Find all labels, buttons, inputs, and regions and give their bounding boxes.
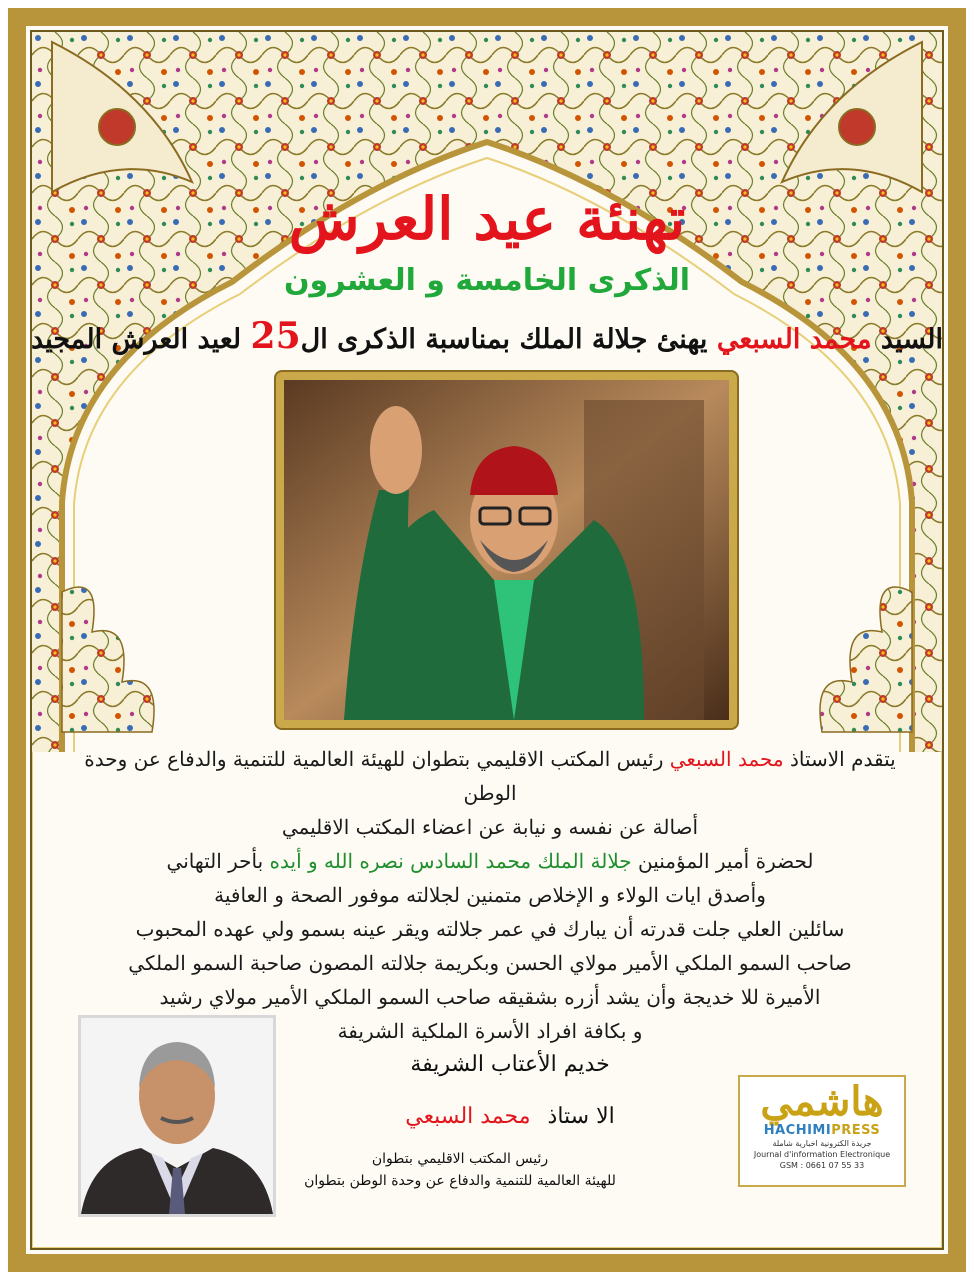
body-line-5: سائلين العلي جلت قدرته أن يبارك في عمر جلالته ويقر عينه بسمو ولي عهده المحبوب: [135, 917, 845, 941]
signature-role-line-2: للهيئة العالمية للتنمية والدفاع عن وحدة الوطن بتطوان: [304, 1173, 616, 1189]
body-line-2: أصالة عن نفسه و نيابة عن اعضاء المكتب الاقليمي: [281, 815, 699, 839]
king-portrait-photo: [284, 380, 729, 720]
logo-gsm: GSM : 0661 07 55 33: [779, 1161, 865, 1170]
dedication-part3: لعيد العرش المجيد: [31, 324, 242, 355]
dedication-name: محمد السبعي: [716, 324, 872, 355]
body-line-8: و بكافة افراد الأسرة الملكية الشريفة: [337, 1019, 643, 1043]
signature-prefix: الا ستاذ: [547, 1104, 615, 1129]
sender-portrait: [78, 1015, 276, 1217]
body-line-3: [70, 844, 910, 878]
body-line-4: وأصدق ايات الولاء و الإخلاص متمنين لجلالته موفور الصحة و العافية: [214, 883, 766, 907]
dedication-part1: السيد: [880, 324, 943, 355]
greeting-body: [70, 742, 910, 1048]
signature-role-line-1: رئيس المكتب الاقليمي بتطوان: [371, 1151, 549, 1167]
body-line-1: [70, 742, 910, 810]
logo-tagline-ar: جريدة الكترونية اخبارية شاملة: [772, 1139, 872, 1148]
body-line-1-a: يتقدم الاستاذ: [789, 747, 896, 771]
body-line-7: الأميرة للا خديجة وأن يشد أزره بشقيقه صاحب السمو الملكي الأمير مولاي رشيد: [159, 985, 821, 1009]
body-line-6: صاحب السمو الملكي الأمير مولاي الحسن وبكريمة جلالته المصون صاحبة السمو الملكي: [128, 951, 852, 975]
signature-name: محمد السبعي: [405, 1104, 531, 1129]
dedication-number: 25: [250, 315, 301, 357]
dedication-part2: يهنئ جلالة الملك بمناسبة الذكرى ال: [300, 324, 708, 355]
logo-tagline-fr: Journal d'information Electronique: [753, 1150, 891, 1159]
dedication-line: [0, 315, 974, 357]
anniversary-subtitle: الذكرى الخامسة و العشرون: [283, 263, 691, 298]
signature-title: خديم الأعتاب الشريفة: [410, 1052, 610, 1077]
logo-name-b: PRESS: [831, 1123, 881, 1138]
body-line-3-b: بأحر التهاني: [166, 849, 264, 873]
page-title: تهنئة عيد العرش: [288, 185, 686, 253]
body-line-3-king: جلالة الملك محمد السادس نصره الله و أيده: [269, 849, 632, 873]
logo-name: [740, 1123, 904, 1138]
body-line-1-name: محمد السبعي: [669, 747, 784, 771]
hachimi-press-logo: [738, 1075, 906, 1187]
body-line-1-b: رئيس المكتب الاقليمي بتطوان للهيئة العالمية للتنمية والدفاع عن وحدة الوطن: [84, 747, 664, 805]
logo-mark: هاشمي: [760, 1078, 884, 1125]
body-line-3-a: لحضرة أمير المؤمنين: [637, 849, 814, 873]
main-photo: [276, 372, 737, 728]
logo-name-a: HACHIMI: [763, 1123, 832, 1138]
sender-photo: [81, 1018, 273, 1214]
signature-role: [280, 1148, 640, 1192]
signature-name-line: [330, 1104, 690, 1129]
